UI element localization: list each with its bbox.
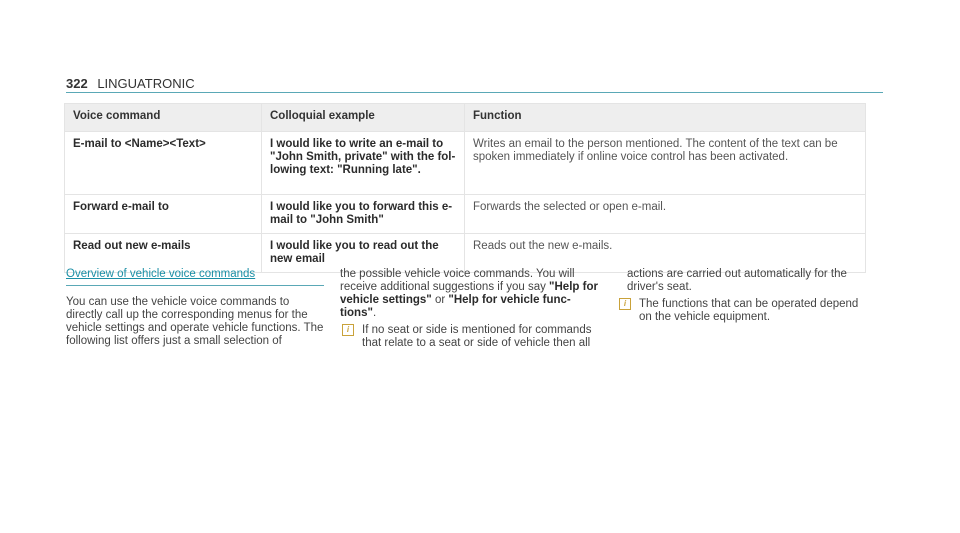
info-icon: i xyxy=(342,324,354,336)
text-column-3 xyxy=(617,268,867,328)
conjunction-text: or xyxy=(431,294,449,306)
colloquial-example-cell: I would like to write an e-mail to "John Smith, private" with the fol-lowing text: "Running late". xyxy=(262,132,465,195)
voice-commands-table xyxy=(64,103,866,273)
help-vehicle-functions-command: "Help for vehicle func-tions" xyxy=(340,294,571,319)
text-column-1 xyxy=(66,296,324,352)
voice-command-cell: E-mail to <Name><Text> xyxy=(65,132,262,195)
function-cell: Forwards the selected or open e-mail. xyxy=(465,195,866,234)
voice-command-cell: Forward e-mail to xyxy=(65,195,262,234)
period-text: . xyxy=(372,307,377,319)
suggestions-paragraph xyxy=(340,268,600,320)
header-divider xyxy=(66,92,883,93)
table-row xyxy=(65,234,866,273)
table-header-row xyxy=(65,104,866,132)
text-column-2 xyxy=(340,268,600,354)
column-header-function: Function xyxy=(465,104,866,132)
page-header xyxy=(66,76,195,91)
info-note-equipment xyxy=(617,298,867,324)
info-note-seat-text: If no seat or side is mentioned for commands that relate to a seat or side of vehicle then all xyxy=(362,324,592,349)
suggestions-text: the possible vehicle voice commands. You will receive additional suggestions if you say xyxy=(340,268,575,293)
function-cell: Reads out the new e-mails. xyxy=(465,234,866,273)
column-header-voice-command: Voice command xyxy=(65,104,262,132)
intro-paragraph: You can use the vehicle voice commands to directly call up the corresponding menus for the vehicle settings and operate vehicle functions. The following list offers just a small selection of xyxy=(66,296,324,347)
function-cell: Writes an email to the person mentioned. The content of the text can be spoken immediately if online voice control has been activated. xyxy=(465,132,866,195)
help-vehicle-settings-command: "Help for vehicle settings" xyxy=(340,281,598,306)
info-icon: i xyxy=(619,298,631,310)
chapter-title: LINGUATRONIC xyxy=(97,76,195,91)
section-title: Overview of vehicle voice commands xyxy=(66,268,324,286)
colloquial-example-cell: I would like you to read out the new email xyxy=(262,234,465,273)
info-note-seat xyxy=(340,324,600,350)
info-note-equipment-text: The functions that can be operated depend on the vehicle equipment. xyxy=(639,298,859,323)
seat-continuation-paragraph: actions are carried out automatically for the driver's seat. xyxy=(627,268,847,293)
table-row xyxy=(65,195,866,234)
colloquial-example-cell: I would like you to forward this e-mail to "John Smith" xyxy=(262,195,465,234)
page-number: 322 xyxy=(66,76,88,91)
column-header-colloquial-example: Colloquial example xyxy=(262,104,465,132)
voice-command-cell: Read out new e-mails xyxy=(65,234,262,273)
table-row xyxy=(65,132,866,195)
